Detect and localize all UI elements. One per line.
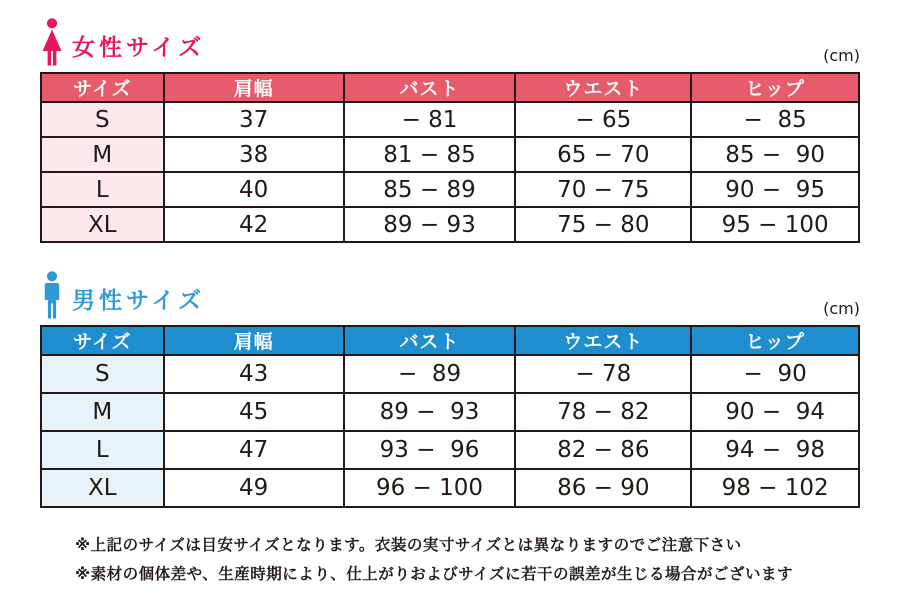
column-header-shoulder: 肩幅	[164, 326, 344, 355]
shoulder-cell: 49	[164, 469, 344, 507]
women-section-title: 女性サイズ	[72, 35, 206, 61]
size-cell: XL	[41, 469, 164, 507]
size-cell: S	[41, 355, 164, 393]
waist-cell: − 65	[515, 102, 691, 137]
hip-cell: 94 − 98	[691, 431, 859, 469]
shoulder-cell: 42	[164, 207, 344, 242]
hip-cell: 98 − 102	[691, 469, 859, 507]
women-size-section	[40, 18, 860, 243]
men-header-row	[41, 326, 859, 355]
note-line: ※上記のサイズは目安サイズとなります。衣装の実寸サイズとは異なりますのでご注意下さい	[75, 536, 742, 554]
hip-cell: − 90	[691, 355, 859, 393]
column-header-size: サイズ	[41, 326, 164, 355]
bust-cell: − 81	[344, 102, 516, 137]
column-header-waist: ウエスト	[515, 326, 691, 355]
shoulder-cell: 38	[164, 137, 344, 172]
waist-cell: − 78	[515, 355, 691, 393]
bust-cell: 93 − 96	[344, 431, 516, 469]
hip-cell: 85 − 90	[691, 137, 859, 172]
size-cell: M	[41, 393, 164, 431]
female-icon	[40, 18, 64, 66]
table-row	[41, 137, 859, 172]
hip-cell: 95 − 100	[691, 207, 859, 242]
table-row	[41, 393, 859, 431]
waist-cell: 75 − 80	[515, 207, 691, 242]
size-cell: S	[41, 102, 164, 137]
women-size-table	[40, 72, 860, 243]
size-cell: L	[41, 172, 164, 207]
men-size-section	[40, 271, 860, 508]
bust-cell: 96 − 100	[344, 469, 516, 507]
women-unit-label: (cm)	[823, 46, 860, 65]
table-row	[41, 102, 859, 137]
shoulder-cell: 40	[164, 172, 344, 207]
women-section-header	[40, 18, 860, 66]
shoulder-cell: 37	[164, 102, 344, 137]
bust-cell: 89 − 93	[344, 393, 516, 431]
table-row	[41, 469, 859, 507]
column-header-hip: ヒップ	[691, 326, 859, 355]
column-header-bust: バスト	[344, 73, 516, 102]
men-size-table	[40, 325, 860, 508]
hip-cell: 90 − 94	[691, 393, 859, 431]
men-unit-label: (cm)	[823, 299, 860, 318]
bust-cell: 89 − 93	[344, 207, 516, 242]
shoulder-cell: 43	[164, 355, 344, 393]
waist-cell: 78 − 82	[515, 393, 691, 431]
bust-cell: 81 − 85	[344, 137, 516, 172]
table-row	[41, 355, 859, 393]
table-row	[41, 431, 859, 469]
bust-cell: 85 − 89	[344, 172, 516, 207]
women-header-row	[41, 73, 859, 102]
column-header-shoulder: 肩幅	[164, 73, 344, 102]
column-header-waist: ウエスト	[515, 73, 691, 102]
size-cell: L	[41, 431, 164, 469]
hip-cell: 90 − 95	[691, 172, 859, 207]
waist-cell: 70 − 75	[515, 172, 691, 207]
shoulder-cell: 45	[164, 393, 344, 431]
shoulder-cell: 47	[164, 431, 344, 469]
male-icon	[40, 271, 64, 319]
waist-cell: 82 − 86	[515, 431, 691, 469]
size-cell: XL	[41, 207, 164, 242]
men-section-title: 男性サイズ	[72, 288, 206, 314]
men-section-header	[40, 271, 860, 319]
column-header-hip: ヒップ	[691, 73, 859, 102]
waist-cell: 65 − 70	[515, 137, 691, 172]
hip-cell: − 85	[691, 102, 859, 137]
column-header-size: サイズ	[41, 73, 164, 102]
size-cell: M	[41, 137, 164, 172]
footer-notes	[75, 534, 860, 586]
table-row	[41, 207, 859, 242]
table-row	[41, 172, 859, 207]
bust-cell: − 89	[344, 355, 516, 393]
column-header-bust: バスト	[344, 326, 516, 355]
note-line: ※素材の個体差や、生産時期により、仕上がりおよびサイズに若干の誤差が生じる場合がございます	[75, 565, 794, 584]
waist-cell: 86 − 90	[515, 469, 691, 507]
